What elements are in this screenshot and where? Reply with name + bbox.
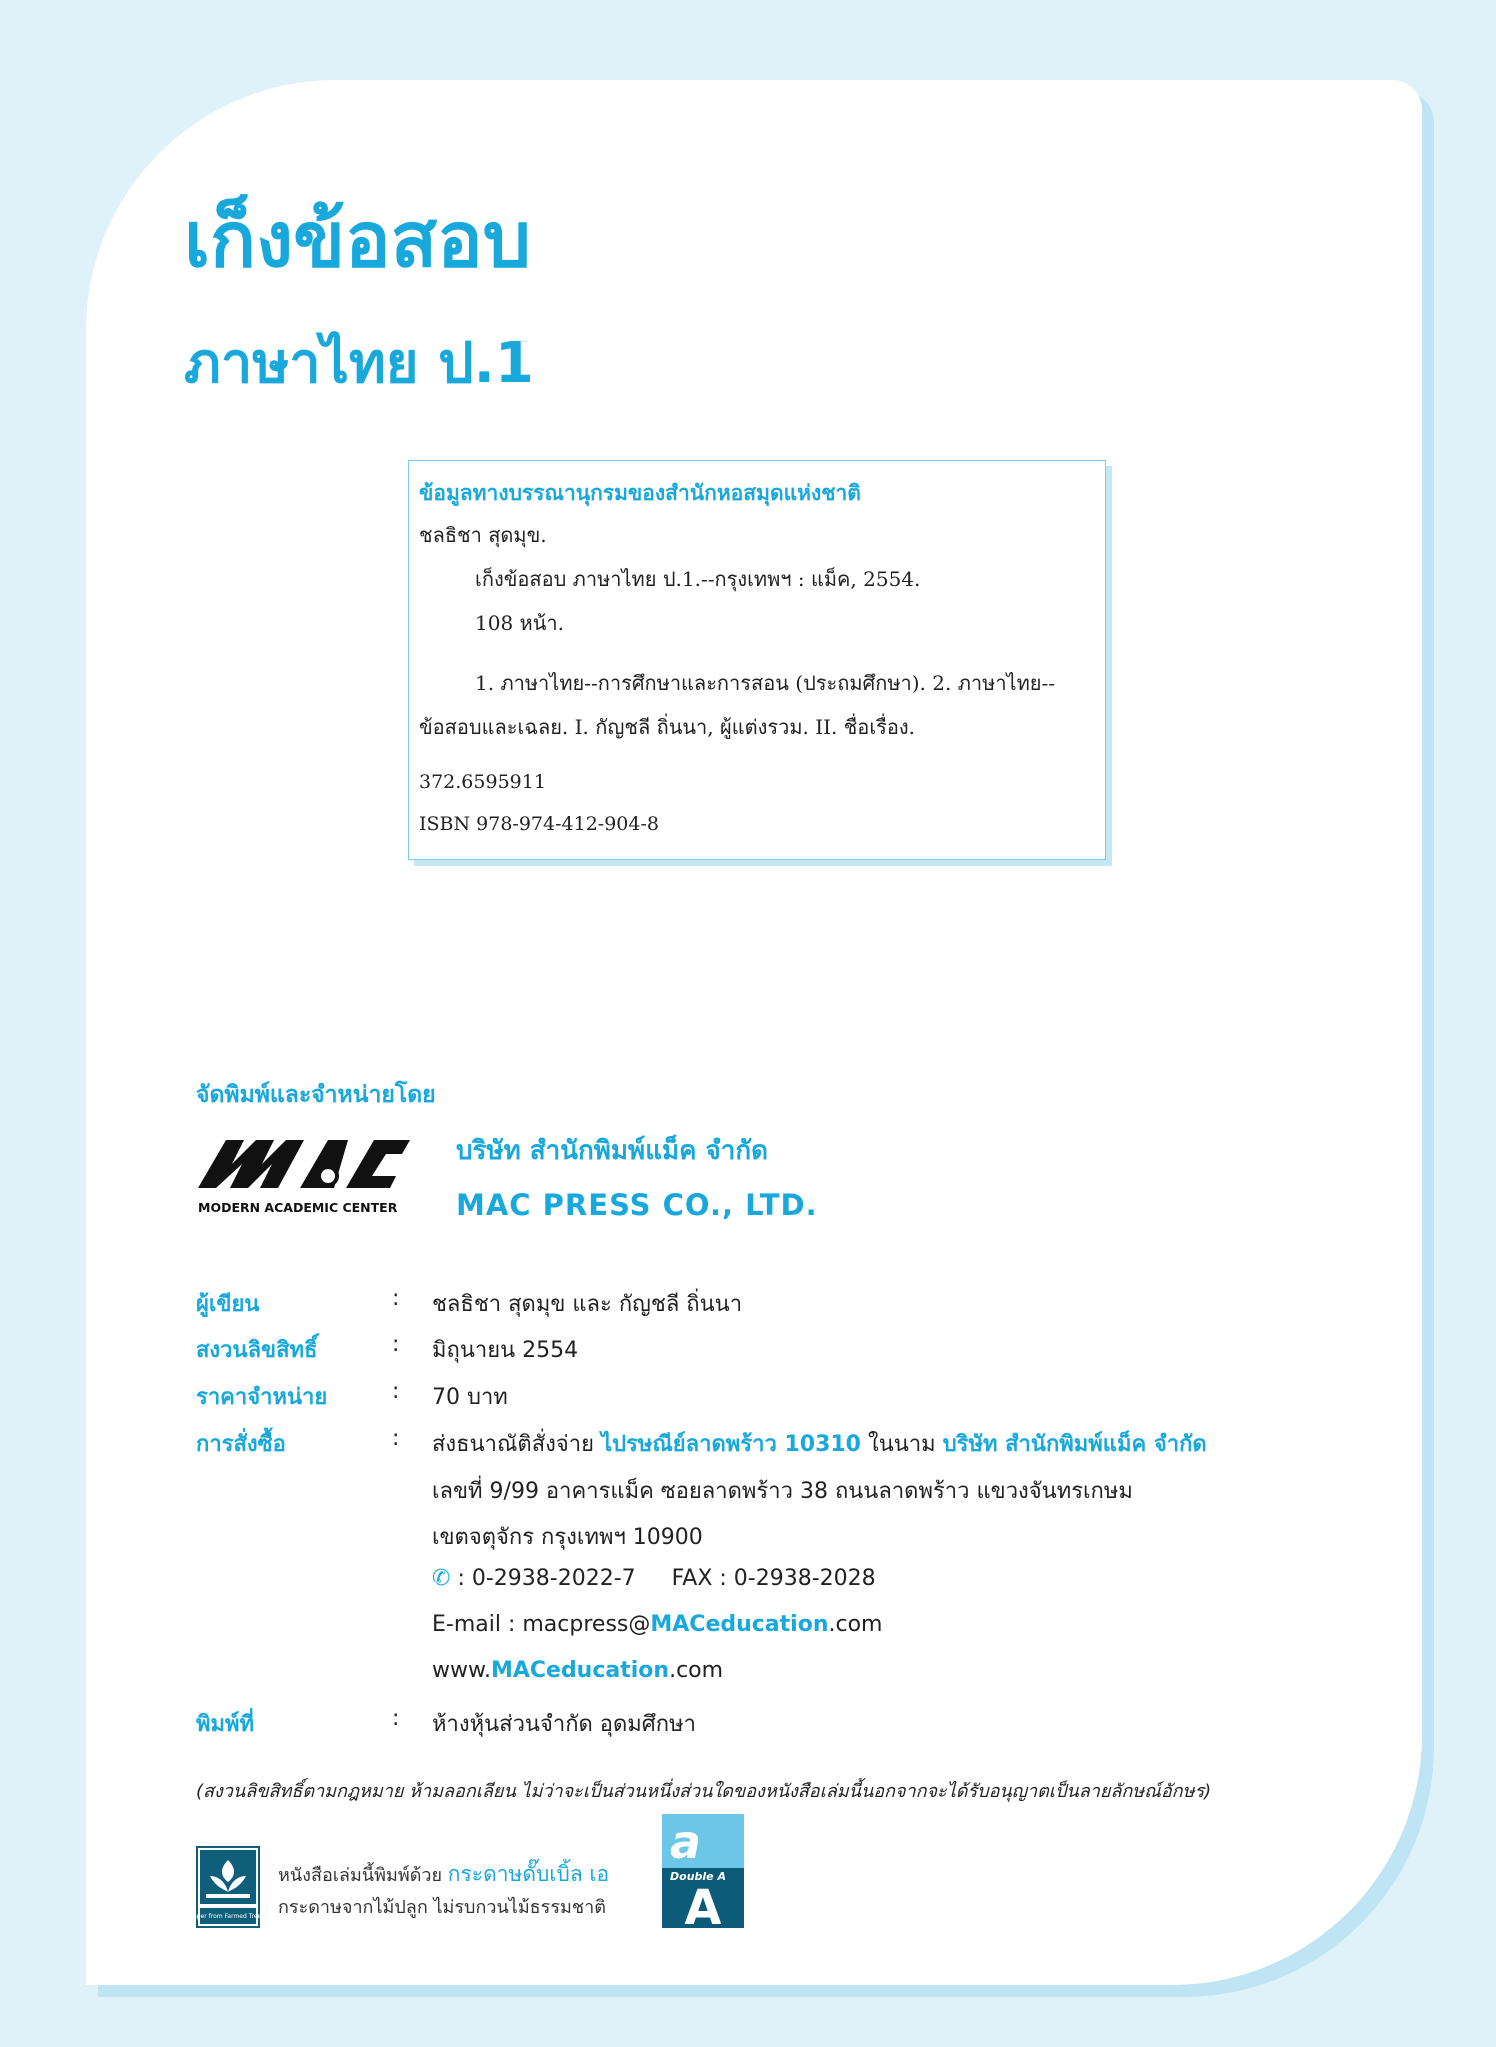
printer-colon: : bbox=[392, 1706, 400, 1731]
website-line[interactable] bbox=[432, 1658, 723, 1683]
copyright-label: สงวนลิขสิทธิ์ bbox=[196, 1338, 318, 1363]
publisher-name-en: MAC PRESS CO., LTD. bbox=[456, 1188, 818, 1222]
farmed-trees-icon bbox=[189, 1846, 267, 1928]
publisher-name-th: บริษัท สำนักพิมพ์แม็ค จำกัด bbox=[456, 1136, 768, 1166]
printer-value: ห้างหุ้นส่วนจำกัด อุดมศึกษา bbox=[432, 1712, 696, 1737]
printer-label: พิมพ์ที่ bbox=[196, 1712, 255, 1737]
double-a-caption: Double A bbox=[670, 1870, 726, 1883]
cip-author: ชลธิชา สุดมุข. bbox=[419, 523, 547, 547]
address-line-2: เขตจตุจักร กรุงเทพฯ 10900 bbox=[432, 1525, 703, 1550]
cip-classification: 372.6595911 bbox=[419, 771, 546, 793]
mac-logo-mark-m bbox=[198, 1140, 304, 1188]
address-line-1: เลขที่ 9/99 อาคารแม็ค ซอยลาดพร้าว 38 ถนนลาดพร้าว แขวงจันทรเกษม bbox=[432, 1479, 1133, 1504]
double-a-small-a: a bbox=[670, 1815, 702, 1869]
order-colon: : bbox=[392, 1426, 400, 1451]
order-postoffice: ไปรษณีย์ลาดพร้าว 10310 bbox=[601, 1432, 861, 1457]
author-label: ผู้เขียน bbox=[196, 1292, 260, 1317]
book-title: เก็งข้อสอบ bbox=[184, 195, 531, 284]
mac-logo-caption: MODERN ACADEMIC CENTER bbox=[198, 1200, 398, 1215]
email-line[interactable] bbox=[432, 1612, 882, 1637]
farmed-trees-caption: Paper from Farmed Trees. bbox=[189, 1913, 267, 1920]
mac-logo-dot bbox=[319, 1167, 337, 1185]
order-prefix: ส่งธนาณัติสั่งจ่าย bbox=[432, 1432, 594, 1457]
paper-line-2: กระดาษจากไม้ปลูก ไม่รบกวนไม้ธรรมชาติ bbox=[278, 1897, 606, 1918]
price-colon: : bbox=[392, 1379, 400, 1404]
copyright-value: มิถุนายน 2554 bbox=[432, 1338, 579, 1363]
paper-prefix: หนังสือเล่มนี้พิมพ์ด้วย bbox=[278, 1865, 443, 1886]
phone-number: : 0-2938-2022-7 bbox=[457, 1566, 636, 1591]
order-line bbox=[432, 1426, 1207, 1461]
email-prefix: E-mail : macpress@ bbox=[432, 1612, 651, 1637]
publisher-label: จัดพิมพ์และจำหน่ายโดย bbox=[196, 1082, 436, 1108]
email-brand: MACeducation bbox=[650, 1612, 829, 1637]
price-value: 70 บาท bbox=[432, 1385, 508, 1410]
price-label: ราคาจำหน่าย bbox=[196, 1385, 328, 1410]
cip-subjects-2: ข้อสอบและเฉลย. I. กัญชลี ถิ่นนา, ผู้แต่งรวม. II. ชื่อเรื่อง. bbox=[419, 715, 916, 739]
web-brand: MACeducation bbox=[490, 1658, 670, 1683]
phone-line bbox=[432, 1566, 876, 1591]
cip-heading: ข้อมูลทางบรรณานุกรมของสำนักหอสมุดแห่งชาติ bbox=[419, 480, 861, 505]
book-subtitle: ภาษาไทย ป.1 bbox=[184, 331, 534, 396]
double-a-big-a: A bbox=[684, 1880, 722, 1936]
order-label: การสั่งซื้อ bbox=[196, 1432, 286, 1457]
web-prefix: www. bbox=[432, 1658, 491, 1683]
copyright-notice: (สงวนลิขสิทธิ์ตามกฎหมาย ห้ามลอกเลียน ไม่ว่าจะเป็นส่วนหนึ่งส่วนใดของหนังสือเล่มนี้นอกจากจะได้รับอนุญาตเป็นลายลักษณ์อักษร) bbox=[196, 1781, 1212, 1802]
cip-isbn: ISBN 978-974-412-904-8 bbox=[419, 813, 659, 835]
author-colon: : bbox=[392, 1286, 400, 1311]
fax-number: FAX : 0-2938-2028 bbox=[671, 1566, 876, 1591]
web-suffix: .com bbox=[669, 1658, 724, 1683]
phone-icon: ✆ bbox=[432, 1566, 451, 1591]
cip-pages: 108 หน้า. bbox=[475, 611, 564, 635]
double-a-logo bbox=[662, 1814, 744, 1936]
order-company: บริษัท สำนักพิมพ์แม็ค จำกัด bbox=[942, 1432, 1207, 1457]
mac-logo-mark-c bbox=[346, 1140, 410, 1188]
copyright-colon: : bbox=[392, 1332, 400, 1357]
order-mid: ในนาม bbox=[868, 1432, 936, 1457]
author-value: ชลธิชา สุดมุข และ กัญชลี ถิ่นนา bbox=[432, 1292, 743, 1317]
cip-title-line: เก็งข้อสอบ ภาษาไทย ป.1.--กรุงเทพฯ : แม็ค, 2554. bbox=[475, 567, 921, 591]
cip-subjects-1: 1. ภาษาไทย--การศึกษาและการสอน (ประถมศึกษา). 2. ภาษาไทย-- bbox=[475, 671, 1056, 695]
paper-brand: กระดาษดั๊บเบิ้ล เอ bbox=[447, 1862, 610, 1886]
mac-logo bbox=[196, 1120, 412, 1220]
email-suffix: .com bbox=[828, 1612, 883, 1637]
paper-line-1 bbox=[278, 1858, 609, 1891]
cip-box bbox=[408, 460, 1106, 860]
